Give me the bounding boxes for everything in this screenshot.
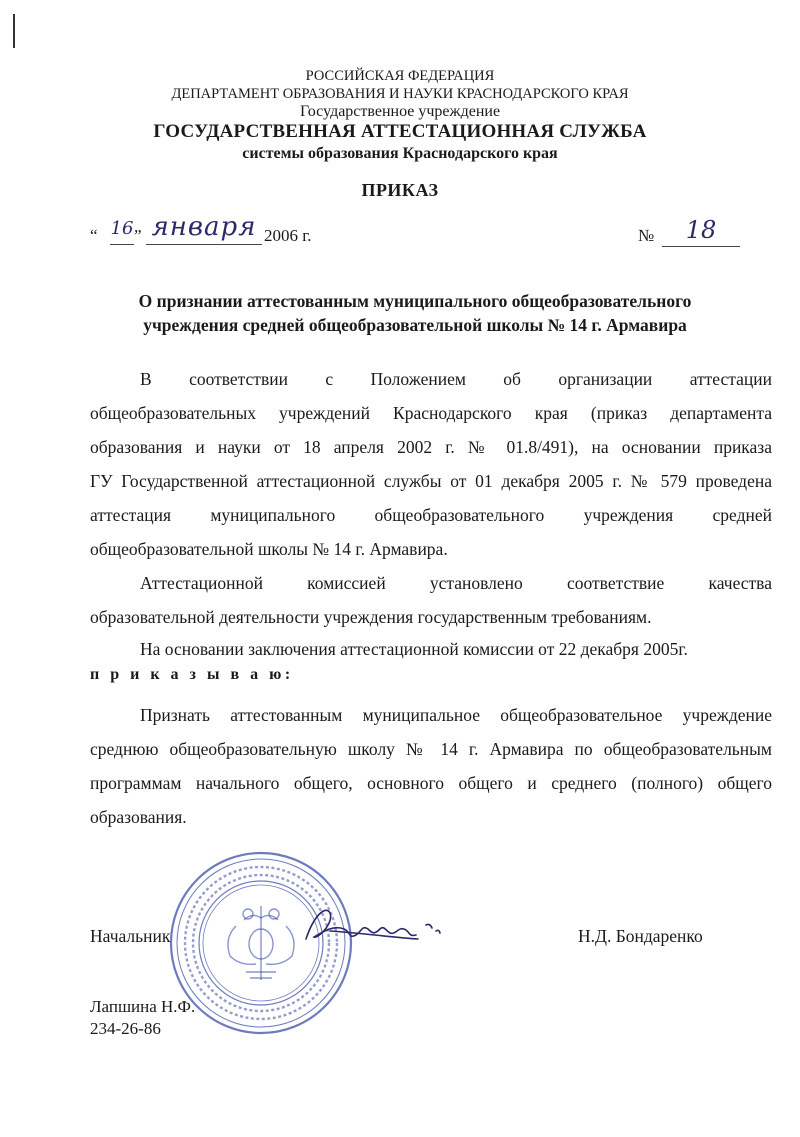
- contact-block: [90, 996, 195, 1040]
- document-type: ПРИКАЗ: [361, 180, 439, 200]
- paragraph-decision: [90, 698, 772, 834]
- document-title: [90, 289, 740, 337]
- para4-line-1: Признать аттестованным муниципальное общеобразовательное учреждение: [140, 705, 772, 725]
- title-line-1: О признании аттестованным муниципального общеобразовательного: [138, 291, 692, 311]
- date-day: 16: [110, 218, 134, 245]
- order-number-label: №: [638, 226, 655, 245]
- order-word: п р и к а з ы в а ю:: [90, 666, 294, 683]
- para2-line-1: Аттестационной комиссией установлено соответствие качества: [140, 573, 772, 593]
- signature-position: Начальник: [90, 926, 171, 946]
- header-organization: ГОСУДАРСТВЕННАЯ АТТЕСТАЦИОННАЯ СЛУЖБА: [153, 121, 647, 142]
- date-year: 2006 г.: [264, 226, 312, 245]
- para1-line-6: общеобразовательной школы № 14 г. Армавира.: [90, 539, 448, 559]
- signature-name: Н.Д. Бондаренко: [578, 926, 703, 946]
- header-department: ДЕПАРТАМЕНТ ОБРАЗОВАНИЯ И НАУКИ КРАСНОДАРСКОГО КРАЯ: [171, 86, 629, 102]
- order-number-value: 18: [662, 216, 740, 247]
- para1-line-5: аттестация муниципального общеобразовательного учреждения средней: [90, 505, 772, 525]
- para4-line-2: среднюю общеобразовательную школу № 14 г. Армавира по общеобразовательным: [90, 739, 772, 759]
- contact-phone: 234-26-86: [90, 1019, 161, 1038]
- paragraph-conclusion: [90, 632, 772, 666]
- para1-line-4: ГУ Государственной аттестационной службы от 01 декабря 2005 г. № 579 проведена: [90, 471, 772, 491]
- paragraph-commission: [90, 566, 772, 634]
- para3-line-1: На основании заключения аттестационной комиссии от 22 декабря 2005г.: [140, 639, 688, 659]
- para1-line-3: образования и науки от 18 апреля 2002 г. № 01.8/491), на основании приказа: [90, 437, 772, 457]
- para4-line-3: программам начального общего, основного общего и среднего (полного) общего: [90, 773, 772, 793]
- para1-line-2: общеобразовательных учреждений Краснодарского края (приказ департамента: [90, 403, 772, 423]
- date-quote-open: “: [90, 226, 98, 245]
- date-number-line: [90, 212, 740, 252]
- header-organization-sub: системы образования Краснодарского края: [242, 145, 558, 162]
- signature-icon: [300, 895, 450, 955]
- contact-name: Лапшина Н.Ф.: [90, 997, 196, 1016]
- para2-line-2: образовательной деятельности учреждения государственным требованиям.: [90, 607, 652, 627]
- para4-line-4: образования.: [90, 807, 187, 827]
- title-line-2: учреждения средней общеобразовательной школы № 14 г. Армавира: [143, 315, 687, 335]
- date-quote-close: ”: [134, 226, 142, 245]
- header-country: РОССИЙСКАЯ ФЕДЕРАЦИЯ: [305, 68, 495, 84]
- paragraph-basis: [90, 362, 772, 566]
- para1-line-1: В соответствии с Положением об организации аттестации: [140, 369, 772, 389]
- date-month: января: [146, 212, 262, 245]
- scan-margin-mark: [13, 14, 15, 48]
- header-institution-type: Государственное учреждение: [299, 103, 501, 120]
